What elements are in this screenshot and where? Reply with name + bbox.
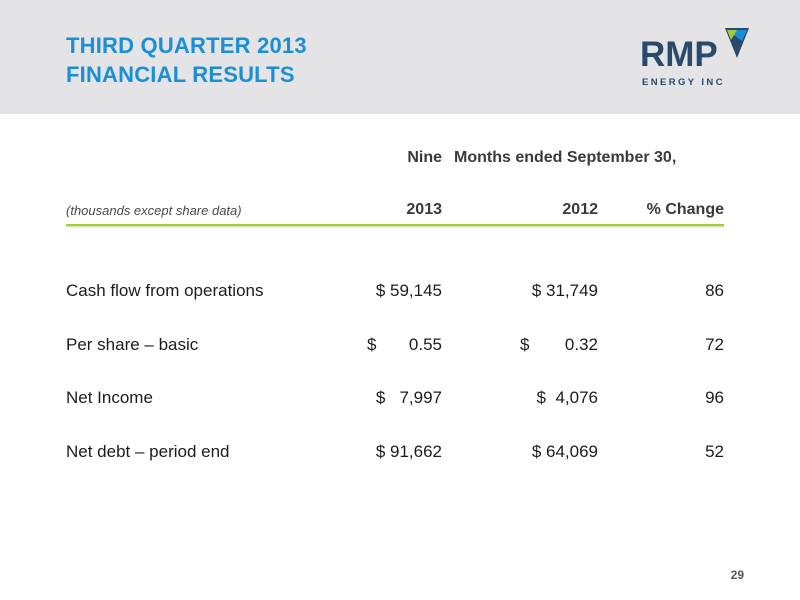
page-number: 29 — [730, 568, 744, 582]
logo-chevron-icon — [725, 28, 749, 58]
currency-symbol-2013: $ — [367, 335, 377, 354]
value-2013: $ 59,145 — [375, 281, 442, 300]
logo-subtitle: ENERGY INC — [642, 77, 725, 88]
slide-title-line-1: THIRD QUARTER 2013 — [66, 33, 307, 58]
period-header-part-1: Nine — [407, 149, 442, 166]
value-2012: 0.32 — [564, 335, 598, 354]
logo-wordmark: RMP — [640, 35, 718, 74]
units-label: (thousands except share data) — [66, 203, 242, 218]
value-change: 52 — [705, 442, 724, 461]
header-divider — [66, 224, 724, 228]
row-label: Net debt – period end — [66, 442, 230, 461]
company-logo — [640, 28, 750, 92]
value-2013: $ 91,662 — [375, 442, 442, 461]
value-2012: $ 31,749 — [531, 281, 598, 300]
column-header-2013: 2013 — [406, 201, 442, 218]
slide-title-line-2: FINANCIAL RESULTS — [66, 62, 295, 87]
value-2012: $ 64,069 — [531, 442, 598, 461]
row-label: Net Income — [66, 388, 153, 407]
row-label: Per share – basic — [66, 335, 199, 354]
value-2013: 0.55 — [408, 335, 442, 354]
period-header-part-2: Months ended September 30, — [454, 149, 677, 166]
column-header-2012: 2012 — [562, 201, 598, 218]
value-change: 72 — [705, 335, 724, 354]
value-2012: $ 4,076 — [536, 388, 598, 407]
column-header-change: % Change — [646, 201, 724, 218]
currency-symbol-2012: $ — [520, 335, 530, 354]
value-2013: $ 7,997 — [375, 388, 442, 407]
value-change: 96 — [705, 388, 724, 407]
value-change: 86 — [705, 281, 724, 300]
row-label: Cash flow from operations — [66, 281, 264, 300]
